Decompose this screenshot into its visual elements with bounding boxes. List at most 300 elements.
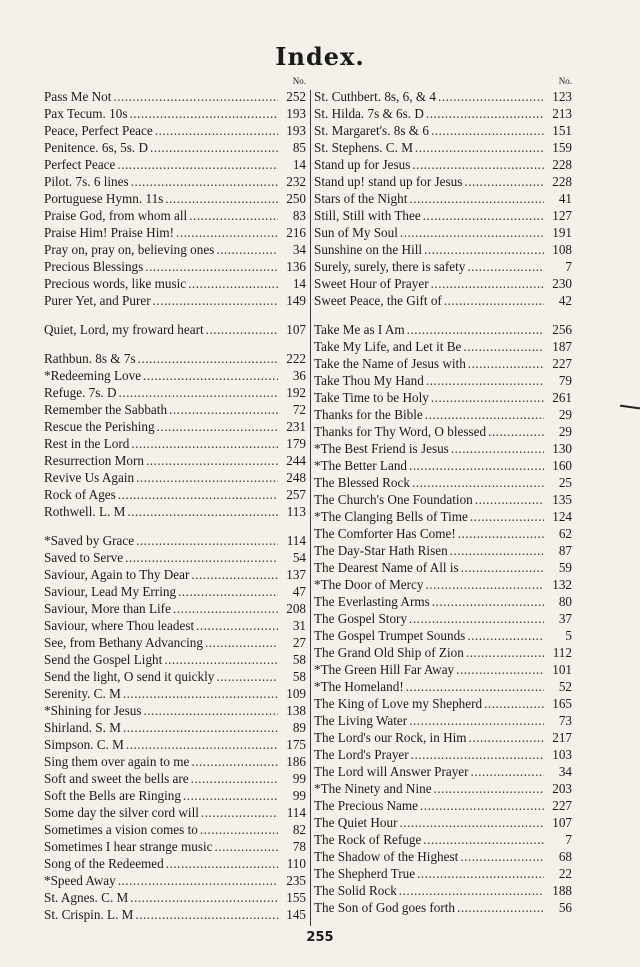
index-list: [314, 88, 572, 916]
index-entry: [314, 797, 572, 814]
index-entry: [314, 644, 572, 661]
hymn-title: Rock of Ages: [44, 487, 116, 502]
index-entry: [44, 821, 306, 838]
hymn-title: Sing them over again to me: [44, 754, 190, 769]
hymn-title: Take My Life, and Let it Be: [314, 339, 462, 354]
dot-leader: [450, 542, 544, 559]
hymn-title: The Rock of Refuge: [314, 832, 422, 847]
hymn-title: Send the Gospel Light: [44, 652, 163, 667]
hymn-number: 58: [292, 669, 306, 684]
hymn-number: 256: [552, 322, 572, 337]
index-entry: [44, 617, 306, 634]
hymn-number: 165: [552, 696, 572, 711]
dot-leader: [406, 678, 544, 695]
hymn-title: *The Green Hill Far Away: [314, 662, 455, 677]
dot-leader: [216, 668, 278, 685]
dot-leader: [125, 549, 278, 566]
index-entry: [314, 882, 572, 899]
dot-leader: [169, 401, 278, 418]
index-entry: [44, 292, 306, 309]
dot-leader: [127, 503, 278, 520]
hymn-title: Sweet Hour of Prayer: [314, 276, 429, 291]
dot-leader: [157, 418, 278, 435]
hymn-number: 14: [292, 276, 306, 291]
index-list: [44, 88, 306, 923]
index-entry: [44, 872, 306, 889]
dot-leader: [412, 156, 544, 173]
dot-leader: [126, 736, 278, 753]
dot-leader: [191, 770, 278, 787]
index-entry: [44, 600, 306, 617]
index-entry: [314, 746, 572, 763]
hymn-number: 155: [286, 890, 306, 905]
dot-leader: [178, 583, 278, 600]
hymn-title: Purer Yet, and Purer: [44, 293, 151, 308]
hymn-title: Remember the Sabbath: [44, 402, 168, 417]
dot-leader: [467, 627, 544, 644]
hymn-title: Sometimes a vision comes to: [44, 822, 198, 837]
index-entry: [44, 753, 306, 770]
dot-leader: [131, 435, 278, 452]
dot-leader: [425, 406, 544, 423]
index-entry: [314, 508, 572, 525]
dot-leader: [461, 559, 544, 576]
hymn-number: 37: [558, 611, 572, 626]
dot-leader: [400, 224, 544, 241]
hymn-number: 85: [292, 140, 306, 155]
hymn-title: *The Clanging Bells of Time: [314, 509, 468, 524]
hymn-title: The Quiet Hour: [314, 815, 398, 830]
hymn-title: *Redeeming Love: [44, 368, 142, 383]
hymn-number: 235: [286, 873, 306, 888]
hymn-number: 82: [292, 822, 306, 837]
index-entry: [44, 88, 306, 105]
hymn-title: Rathbun. 8s & 7s: [44, 351, 136, 366]
hymn-number: 99: [292, 788, 306, 803]
index-entry: [314, 542, 572, 559]
hymn-number: 208: [286, 601, 306, 616]
index-entry: [314, 122, 572, 139]
dot-leader: [409, 610, 544, 627]
hymn-title: Soft the Bells are Ringing: [44, 788, 181, 803]
index-entry: [314, 780, 572, 797]
dot-leader: [205, 634, 278, 651]
index-entry: [44, 702, 306, 719]
hymn-number: 151: [552, 123, 572, 138]
hymn-title: The Solid Rock: [314, 883, 397, 898]
hymn-number: 159: [552, 140, 572, 155]
dot-leader: [415, 139, 544, 156]
hymn-number: 257: [286, 487, 306, 502]
hymn-number: 107: [286, 322, 306, 337]
index-entry: [314, 865, 572, 882]
index-entry: [314, 576, 572, 593]
hymn-number: 124: [552, 509, 572, 524]
hymn-number: 78: [292, 839, 306, 854]
hymn-number: 160: [552, 458, 572, 473]
index-entry: [44, 804, 306, 821]
dot-leader: [407, 321, 544, 338]
hymn-number: 31: [292, 618, 306, 633]
dot-leader: [409, 712, 544, 729]
dot-leader: [123, 685, 278, 702]
index-entry: [314, 241, 572, 258]
hymn-title: Song of the Redeemed: [44, 856, 164, 871]
hymn-title: Pilot. 7s. 6 lines: [44, 174, 129, 189]
hymn-number: 227: [552, 798, 572, 813]
dot-leader: [412, 474, 544, 491]
index-entry: [44, 532, 306, 549]
dot-leader: [444, 292, 544, 309]
hymn-number: 187: [552, 339, 572, 354]
hymn-title: See, from Bethany Advancing: [44, 635, 203, 650]
index-entry: [44, 906, 306, 923]
index-entry: [314, 423, 572, 440]
hymn-number: 232: [286, 174, 306, 189]
dot-leader: [411, 746, 544, 763]
hymn-title: Precious words, like music: [44, 276, 187, 291]
index-entry: [44, 241, 306, 258]
hymn-number: 114: [286, 533, 306, 548]
index-entry: [314, 389, 572, 406]
hymn-title: The Gospel Story: [314, 611, 408, 626]
dot-leader: [426, 105, 544, 122]
hymn-title: The Day-Star Hath Risen: [314, 543, 448, 558]
hymn-title: *The Door of Mercy: [314, 577, 424, 592]
hymn-title: *The Homeland!: [314, 679, 404, 694]
dot-leader: [420, 797, 544, 814]
hymn-number: 203: [552, 781, 572, 796]
hymn-title: Sun of My Soul: [314, 225, 398, 240]
hymn-title: Praise God, from whom all: [44, 208, 188, 223]
hymn-title: Send the light, O send it quickly: [44, 669, 215, 684]
hymn-number: 113: [286, 504, 306, 519]
hymn-number: 56: [558, 900, 572, 915]
dot-leader: [438, 88, 544, 105]
dot-leader: [166, 855, 278, 872]
hymn-number: 29: [558, 424, 572, 439]
index-entry: [44, 173, 306, 190]
hymn-title: Peace, Perfect Peace: [44, 123, 153, 138]
index-entry: [314, 593, 572, 610]
dot-leader: [463, 338, 544, 355]
index-entry: [314, 712, 572, 729]
index-entry: [314, 440, 572, 457]
index-entry: [314, 156, 572, 173]
hymn-number: 36: [292, 368, 306, 383]
hymn-number: 79: [558, 373, 572, 388]
hymn-number: 103: [552, 747, 572, 762]
hymn-number: 47: [292, 584, 306, 599]
hymn-title: Soft and sweet the bells are: [44, 771, 189, 786]
hymn-title: Thanks for Thy Word, O blessed: [314, 424, 487, 439]
dot-leader: [431, 389, 544, 406]
hymn-number: 114: [286, 805, 306, 820]
index-entry: [44, 469, 306, 486]
dot-leader: [426, 372, 544, 389]
index-entry: [314, 338, 572, 355]
hymn-number: 138: [286, 703, 306, 718]
hymn-title: Simpson. C. M: [44, 737, 124, 752]
index-entry: [314, 224, 572, 241]
hymn-number: 145: [286, 907, 306, 922]
hymn-title: Stars of the Night: [314, 191, 408, 206]
dot-leader: [467, 258, 544, 275]
dot-leader: [165, 190, 278, 207]
hymn-number: 188: [552, 883, 572, 898]
dot-leader: [131, 173, 278, 190]
index-entry: [314, 173, 572, 190]
hymn-title: The Lord's Prayer: [314, 747, 409, 762]
dot-leader: [431, 275, 544, 292]
hymn-number: 109: [286, 686, 306, 701]
hymn-title: The Shadow of the Highest: [314, 849, 459, 864]
index-entry: [314, 355, 572, 372]
dot-leader: [468, 355, 544, 372]
hymn-number: 193: [286, 106, 306, 121]
hymn-number: 25: [558, 475, 572, 490]
dot-leader: [138, 350, 278, 367]
hymn-number: 228: [552, 174, 572, 189]
index-entry: [44, 685, 306, 702]
dot-leader: [206, 321, 278, 338]
number-column-header: No.: [292, 76, 306, 86]
index-entry: [44, 275, 306, 292]
dot-leader: [189, 207, 278, 224]
dot-leader: [214, 838, 278, 855]
index-entry: [44, 418, 306, 435]
dot-leader: [469, 729, 544, 746]
hymn-title: Thanks for the Bible: [314, 407, 423, 422]
hymn-title: Saviour, More than Life: [44, 601, 171, 616]
index-entry: [44, 855, 306, 872]
dot-leader: [423, 831, 544, 848]
dot-leader: [118, 872, 278, 889]
index-entry: [314, 610, 572, 627]
dot-leader: [191, 566, 278, 583]
hymn-title: Stand up for Jesus: [314, 157, 411, 172]
hymn-title: St. Crispin. L. M: [44, 907, 134, 922]
hymn-number: 192: [286, 385, 306, 400]
margin-mark: [620, 405, 640, 410]
column-divider: [310, 90, 311, 926]
hymn-title: The Living Water: [314, 713, 408, 728]
hymn-number: 107: [552, 815, 572, 830]
dot-leader: [457, 899, 544, 916]
dot-leader: [130, 889, 278, 906]
dot-leader: [113, 88, 278, 105]
page-number: 255: [306, 930, 334, 945]
hymn-number: 193: [286, 123, 306, 138]
hymn-number: 14: [292, 157, 306, 172]
hymn-title: Some day the silver cord will: [44, 805, 199, 820]
dot-leader: [117, 156, 278, 173]
index-entry: [314, 848, 572, 865]
hymn-number: 73: [558, 713, 572, 728]
hymn-title: Stand up! stand up for Jesus: [314, 174, 463, 189]
dot-leader: [145, 258, 278, 275]
index-entry: [44, 156, 306, 173]
index-entry: [44, 452, 306, 469]
hymn-title: The Shepherd True: [314, 866, 416, 881]
index-entry: [44, 668, 306, 685]
hymn-title: Rest in the Lord: [44, 436, 130, 451]
index-entry: [314, 321, 572, 338]
index-entry: [314, 474, 572, 491]
index-entry: [314, 457, 572, 474]
hymn-number: 41: [558, 191, 572, 206]
hymn-title: Surely, surely, there is safety: [314, 259, 466, 274]
index-entry: [44, 367, 306, 384]
hymn-title: Still, Still with Thee: [314, 208, 421, 223]
hymn-title: Saviour, Lead My Erring: [44, 584, 177, 599]
hymn-number: 135: [552, 492, 572, 507]
dot-leader: [146, 452, 278, 469]
dot-leader: [399, 882, 544, 899]
dot-leader: [196, 617, 278, 634]
hymn-title: Pass Me Not: [44, 89, 112, 104]
dot-leader: [424, 241, 544, 258]
index-entry: [314, 627, 572, 644]
hymn-title: Sometimes I hear strange music: [44, 839, 213, 854]
hymn-number: 191: [552, 225, 572, 240]
index-entry: [314, 525, 572, 542]
hymn-number: 123: [552, 89, 572, 104]
index-entry: [314, 678, 572, 695]
dot-leader: [155, 122, 278, 139]
dot-leader: [470, 508, 544, 525]
dot-leader: [135, 906, 278, 923]
index-entry: [44, 787, 306, 804]
hymn-number: 217: [552, 730, 572, 745]
hymn-title: Praise Him! Praise Him!: [44, 225, 175, 240]
index-entry: [314, 105, 572, 122]
hymn-title: St. Hilda. 7s & 6s. D: [314, 106, 424, 121]
dot-leader: [471, 763, 544, 780]
hymn-number: 132: [552, 577, 572, 592]
hymn-number: 101: [552, 662, 572, 677]
dot-leader: [464, 173, 544, 190]
dot-leader: [456, 661, 544, 678]
index-entry: [44, 770, 306, 787]
hymn-title: Rothwell. L. M: [44, 504, 126, 519]
hymn-title: Take Me as I Am: [314, 322, 405, 337]
index-entry: [44, 224, 306, 241]
hymn-number: 175: [286, 737, 306, 752]
hymn-title: Sweet Peace, the Gift of: [314, 293, 442, 308]
hymn-title: Serenity. C. M: [44, 686, 121, 701]
index-entry: [44, 435, 306, 452]
dot-leader: [400, 814, 545, 831]
hymn-number: 27: [292, 635, 306, 650]
hymn-number: 54: [292, 550, 306, 565]
hymn-title: The King of Love my Shepherd: [314, 696, 483, 711]
index-entry: [44, 486, 306, 503]
hymn-title: Portuguese Hymn. 11s: [44, 191, 164, 206]
hymn-number: 248: [286, 470, 306, 485]
hymn-number: 244: [286, 453, 306, 468]
hymn-number: 58: [292, 652, 306, 667]
index-entry: [44, 258, 306, 275]
hymn-title: Penitence. 6s, 5s. D: [44, 140, 149, 155]
dot-leader: [423, 207, 544, 224]
index-entry: [44, 384, 306, 401]
hymn-title: The Blessed Rock: [314, 475, 410, 490]
dot-leader: [200, 821, 278, 838]
dot-leader: [484, 695, 544, 712]
hymn-title: Refuge. 7s. D: [44, 385, 117, 400]
hymn-title: Saved to Serve: [44, 550, 124, 565]
hymn-number: 5: [565, 628, 572, 643]
index-entry: [314, 88, 572, 105]
dot-leader: [153, 292, 278, 309]
index-entry: [44, 583, 306, 600]
index-entry: [314, 661, 572, 678]
hymn-title: *Speed Away: [44, 873, 116, 888]
hymn-number: 42: [558, 293, 572, 308]
index-entry: [44, 122, 306, 139]
index-entry: [314, 763, 572, 780]
hymn-number: 149: [286, 293, 306, 308]
hymn-number: 179: [286, 436, 306, 451]
index-entry: [314, 559, 572, 576]
dot-leader: [451, 440, 544, 457]
index-entry: [314, 406, 572, 423]
hymn-number: 80: [558, 594, 572, 609]
hymn-number: 261: [552, 390, 572, 405]
hymn-number: 22: [558, 866, 572, 881]
hymn-number: 110: [286, 856, 306, 871]
index-entry: [314, 491, 572, 508]
dot-leader: [136, 532, 278, 549]
index-entry: [44, 190, 306, 207]
hymn-number: 34: [292, 242, 306, 257]
hymn-number: 216: [286, 225, 306, 240]
dot-leader: [129, 105, 278, 122]
hymn-number: 213: [552, 106, 572, 121]
index-entry: [44, 889, 306, 906]
index-entry: [314, 190, 572, 207]
index-entry: [44, 566, 306, 583]
hymn-title: Sunshine on the Hill: [314, 242, 423, 257]
hymn-number: 89: [292, 720, 306, 735]
hymn-title: Take Time to be Holy: [314, 390, 429, 405]
dot-leader: [150, 139, 278, 156]
hymn-title: Rescue the Perishing: [44, 419, 155, 434]
dot-leader: [183, 787, 278, 804]
index-entry: [44, 634, 306, 651]
hymn-title: Take the Name of Jesus with: [314, 356, 466, 371]
dot-leader: [432, 593, 544, 610]
hymn-number: 252: [286, 89, 306, 104]
hymn-title: *Saved by Grace: [44, 533, 135, 548]
index-entry: [44, 838, 306, 855]
index-entry: [314, 372, 572, 389]
dot-leader: [460, 848, 544, 865]
index-entry: [314, 258, 572, 275]
index-entry: [44, 207, 306, 224]
dot-leader: [143, 367, 278, 384]
hymn-title: Resurrection Morn: [44, 453, 144, 468]
hymn-title: Quiet, Lord, my froward heart: [44, 322, 204, 337]
hymn-number: 228: [552, 157, 572, 172]
hymn-title: The Lord will Answer Prayer: [314, 764, 469, 779]
dot-leader: [143, 702, 278, 719]
index-entry: [314, 831, 572, 848]
hymn-title: Revive Us Again: [44, 470, 135, 485]
dot-leader: [201, 804, 278, 821]
dot-leader: [475, 491, 544, 508]
